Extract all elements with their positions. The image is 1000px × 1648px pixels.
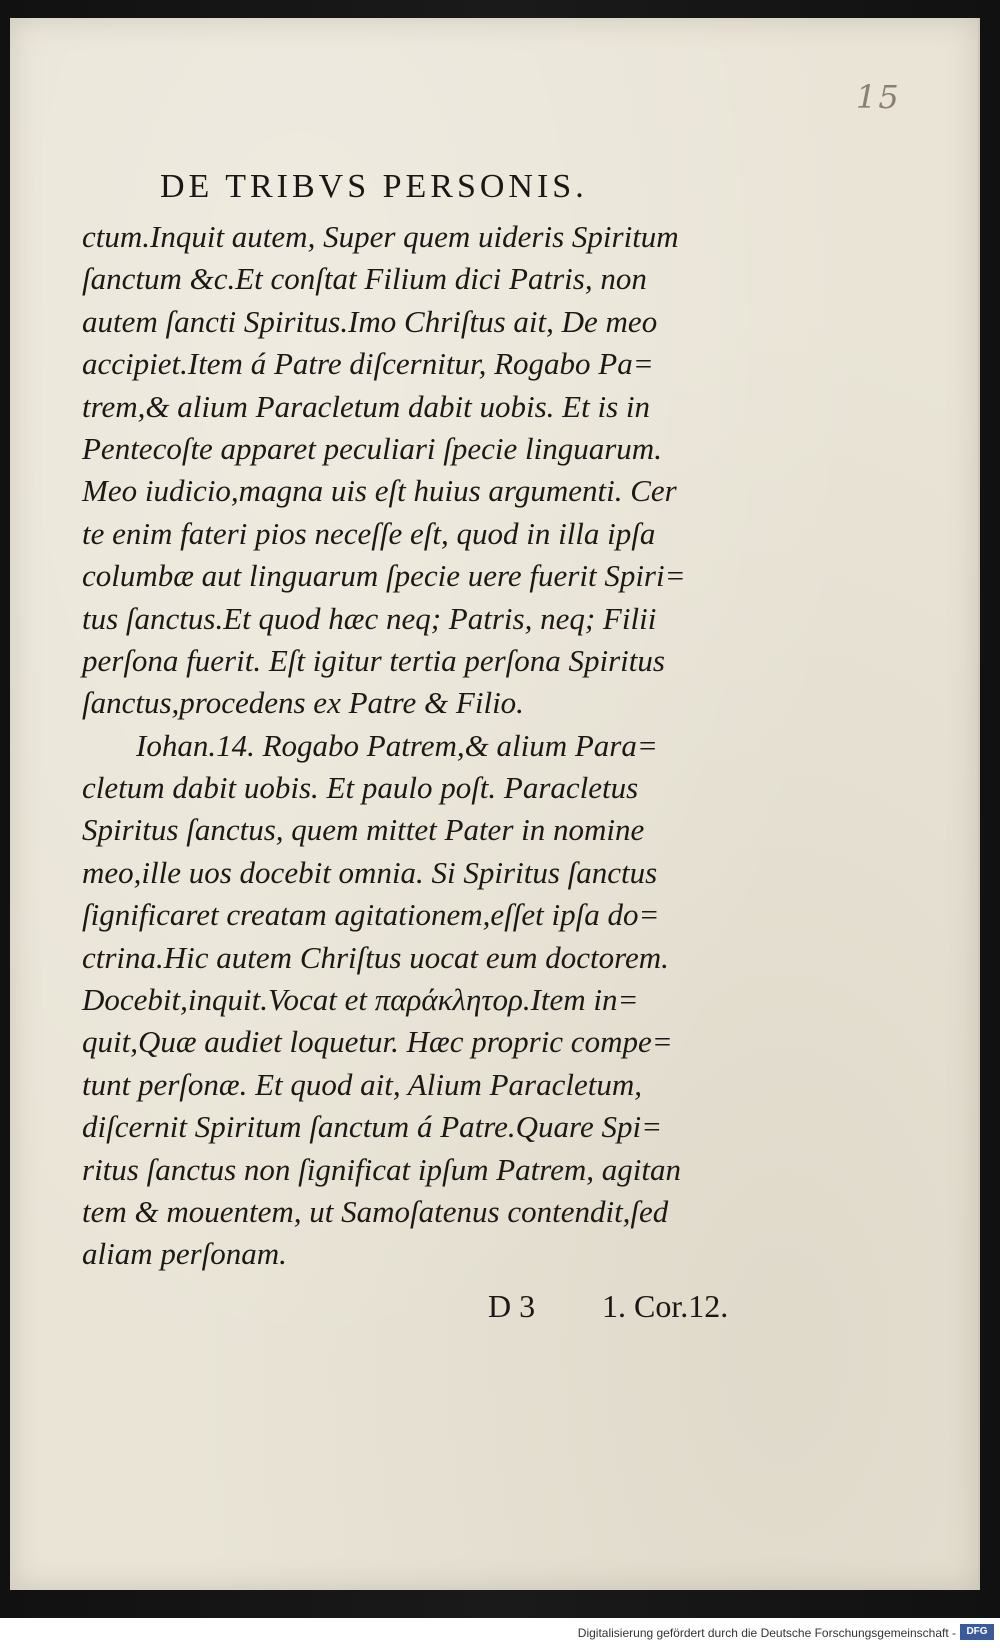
text-line: tus ſanctus.Et quod hæc neq; Patris, neq; Filii bbox=[82, 600, 657, 636]
text-line: autem ſancti Spiritus.Imo Chriſtus ait, De meo bbox=[82, 303, 658, 339]
running-head: DE TRIBVS PERSONIS. bbox=[160, 168, 588, 205]
text-line: ſignificaret creatam agitationem,eſſet ipſa do= bbox=[82, 897, 660, 933]
footer-bar bbox=[0, 1618, 1000, 1648]
page-body-text bbox=[82, 216, 742, 1276]
text-line: ritus ſanctus non ſignificat ipſum Patrem, agitan bbox=[82, 1151, 682, 1187]
text-line: meo,ille uos docebit omnia. Si Spiritus ſanctus bbox=[82, 854, 658, 890]
text-line: trem,& alium Paracletum dabit uobis. Et is in bbox=[82, 388, 651, 424]
text-line: quit,Quæ audiet loquetur. Hæc propric compe= bbox=[82, 1024, 673, 1060]
text-line: Pentecoſte apparet peculiari ſpecie linguarum. bbox=[82, 430, 662, 466]
signature-mark: D 3 bbox=[488, 1288, 536, 1324]
text-line: Spiritus ſanctus, quem mittet Pater in nomine bbox=[82, 812, 645, 848]
dfg-logo-icon[interactable]: DFG bbox=[960, 1624, 994, 1640]
text-line: cletum dabit uobis. Et paulo poſt. Paracletus bbox=[82, 770, 639, 806]
text-line: Meo iudicio,magna uis eſt huius argumenti. Cer bbox=[82, 473, 677, 509]
text-line: ſanctum &c.Et conſtat Filium dici Patris, non bbox=[82, 261, 647, 297]
text-line: perſona fuerit. Eſt igitur tertia perſona Spiritus bbox=[82, 642, 665, 678]
text-line: Iohan.14. Rogabo Patrem,& alium Para= bbox=[136, 727, 658, 763]
text-line: tunt perſonæ. Et quod ait, Alium Paracletum, bbox=[82, 1066, 642, 1102]
book-page bbox=[10, 18, 980, 1590]
text-line: accipiet.Item á Patre diſcernitur, Rogabo Pa= bbox=[82, 346, 654, 382]
text-line: tem & mouentem, ut Samoſatenus contendit,ſed bbox=[82, 1193, 669, 1229]
text-line: aliam perſonam. bbox=[82, 1236, 287, 1272]
footer-credit: Digitalisierung gefördert durch die Deutsche Forschungsgemeinschaft - bbox=[577, 1626, 956, 1640]
text-line: ctrina.Hic autem Chriſtus uocat eum doctorem. bbox=[82, 939, 669, 975]
text-line: ctum.Inquit autem, Super quem uideris Spiritum bbox=[82, 219, 679, 254]
text-line: ſanctus,procedens ex Patre & Filio. bbox=[82, 685, 524, 721]
text-line: te enim fateri pios neceſſe eſt, quod in illa ipſa bbox=[82, 515, 656, 551]
text-line: columbæ aut linguarum ſpecie uere fuerit Spiri= bbox=[82, 558, 686, 594]
folio-number: 15 bbox=[856, 78, 901, 116]
text-line: diſcernit Spiritum ſanctum á Patre.Quare Spi= bbox=[82, 1109, 663, 1145]
catchword: 1. Cor.12. bbox=[602, 1288, 729, 1324]
text-line: Docebit,inquit.Vocat et παράκλητορ.Item in= bbox=[82, 982, 639, 1018]
